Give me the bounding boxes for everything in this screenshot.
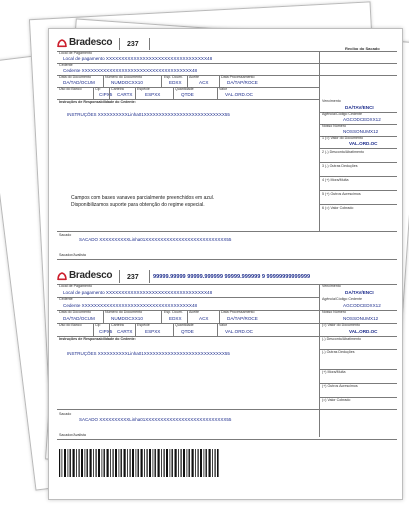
agencia-value: AGCODCEDXX12 (343, 117, 381, 122)
brand-name: Bradesco (69, 37, 113, 48)
aceite-value: ACX (199, 316, 209, 321)
local-pagamento-label: Local de Pagamento (59, 51, 92, 55)
especie-doc-label: Esp. Doum. (164, 75, 183, 79)
valor-documento-label: (=) Valor do Documento (322, 323, 360, 327)
sacador-label: Sacador/Avalista (59, 433, 86, 437)
especie-doc-value: EDXX (169, 80, 182, 85)
divider (149, 38, 150, 50)
bank-code: 237 (127, 41, 139, 48)
numero-documento-label: Número do Documento (105, 75, 143, 79)
divider (319, 176, 397, 177)
divider (57, 63, 397, 64)
uso-banco-label: Uso do Banco (59, 323, 82, 327)
divider (57, 284, 397, 285)
divider (217, 87, 218, 99)
especie-value: ESPXX (145, 329, 161, 334)
quantidade-label: Quantidade (175, 323, 194, 327)
divider (319, 204, 397, 205)
divider (161, 75, 162, 87)
aceite-value: ACX (199, 80, 209, 85)
carteira-label: Carteira (111, 87, 124, 91)
note-line-1: Campos com bases vanaves parcialmente preenchidos em azul. (71, 195, 215, 201)
divider (135, 87, 136, 99)
instructions-label: Instruções de Responsabilidade do Cedente: (59, 337, 136, 341)
cedente-label: Cedente (59, 297, 73, 301)
data-documento-value: DA/TAD/OCUM (63, 80, 95, 85)
uso-banco-label: Uso do Banco (59, 87, 82, 91)
quantidade-value: QTDE (181, 92, 194, 97)
mora-multa-label: (+) Mora/Multa (322, 370, 346, 374)
divider (119, 38, 120, 50)
especie-doc-value: EDXX (169, 316, 182, 321)
valor-label: Valor (219, 87, 228, 91)
divider (119, 270, 120, 283)
vencimento-label: Vencimento (322, 284, 341, 288)
carteira-value: CARTX (117, 92, 133, 97)
nosso-numero-label: Nosso Número (322, 310, 346, 314)
vencimento-value: DA/TAV/ENCI (345, 105, 374, 110)
digitable-line: 99999.99999 99999.999999 99999.999999 9 99999999999999 (153, 274, 311, 280)
divider (103, 310, 104, 323)
divider (93, 87, 94, 99)
divider (161, 310, 162, 323)
divider (57, 409, 397, 410)
divider (319, 190, 397, 191)
instructions-text: INSTRUÇÕES XXXXXXXXXXLinha01XXXXXXXXXXXXXXXXXXXXXXXXXXX55 (67, 112, 230, 117)
data-documento-value: DA/TAD/OCUM (63, 316, 95, 321)
valor-documento-value: VAL.ORD.OC (349, 329, 378, 334)
divider (57, 231, 397, 232)
divider (109, 323, 110, 336)
bradesco-logo-icon (57, 39, 67, 48)
numero-documento-label: Número do Documento (105, 310, 143, 314)
valor-cobrado-label: (=) Valor Cobrado (322, 398, 351, 402)
divider (173, 87, 174, 99)
especie-label: Espécie (137, 87, 150, 91)
divider (109, 87, 110, 99)
divider (217, 323, 218, 336)
carteira-value: CARTX (117, 329, 133, 334)
divider (187, 75, 188, 87)
nosso-numero-value: NOSSONUMX12 (343, 129, 379, 134)
valor-cobrado-label: 6 (=) Valor Cobrado (322, 206, 354, 210)
carteira-label: Carteira (111, 323, 124, 327)
quantidade-label: Quantidade (175, 87, 194, 91)
divider (149, 270, 150, 283)
divider (57, 297, 319, 298)
sacado-value: SACADO XXXXXXXXXXLinha01XXXXXXXXXXXXXXXXXXXXXXXXXXX55 (79, 417, 232, 422)
instructions-label: Instruções de Responsabilidade do Cedente: (59, 100, 136, 104)
valor-value: VAL.ORD.OC (225, 329, 253, 334)
numero-documento-value: NUMDOCXX10 (111, 316, 143, 321)
local-pagamento-value: Local de pagamento XXXXXXXXXXXXXXXXXXXXXXXXXXXXXXXXX48 (63, 290, 213, 295)
note-line-2: Disponibilizamos suporte para obtenção do regime especial. (71, 202, 205, 208)
outras-deducoes-label: 3 (-) Outras Deduções (322, 164, 358, 168)
outros-acrescimos-label: (+) Outros Acrescimos (322, 384, 358, 388)
cedente-label: Cedente (59, 63, 73, 67)
data-processamento-label: Data Processamento (221, 310, 255, 314)
agencia-value: AGCODCEDXX12 (343, 303, 381, 308)
valor-documento-value: VAL.ORD.OC (349, 141, 378, 146)
mora-multa-label: 4 (+) Mora/Multa (322, 178, 349, 182)
cip-value: CIPX5 (99, 92, 113, 97)
boleto-page (48, 28, 403, 500)
vencimento-label: Vencimento (322, 99, 341, 103)
aceite-label: Aceite (189, 310, 199, 314)
divider (219, 75, 220, 87)
data-processamento-value: DA/TAP/ROCE (227, 80, 258, 85)
divider (319, 148, 397, 149)
agencia-label: Agência/Código Cedente (322, 112, 362, 116)
divider (57, 51, 397, 52)
divider (319, 162, 397, 163)
data-processamento-value: DA/TAP/ROCE (227, 316, 258, 321)
outras-deducoes-label: (-) Outras Deduções (322, 350, 355, 354)
barcode (59, 449, 219, 477)
aceite-label: Aceite (189, 75, 199, 79)
quantidade-value: QTDE (181, 329, 194, 334)
cedente-value: Cedente XXXXXXXXXXXXXXXXXXXXXXXXXXXXXXXXXXXX48 (63, 303, 198, 308)
numero-documento-value: NUMDOCXX10 (111, 80, 143, 85)
especie-value: ESPXX (145, 92, 161, 97)
nosso-numero-label: Nosso Número (322, 124, 346, 128)
data-documento-label: Data do Documento (59, 310, 91, 314)
divider (173, 323, 174, 336)
divider (57, 259, 397, 260)
cip-label: Cip (95, 323, 101, 327)
outros-acrescimos-label: 5 (+) Outros Acrescimos (322, 192, 361, 196)
divider (219, 310, 220, 323)
desconto-label: (-) Desconto/Abatimento (322, 337, 361, 341)
brand-name: Bradesco (69, 270, 113, 281)
data-processamento-label: Data Processamento (221, 75, 255, 79)
data-documento-label: Data do Documento (59, 75, 91, 79)
divider (187, 310, 188, 323)
sacado-label: Sacado (59, 412, 72, 416)
sacador-label: Sacador/Avalista (59, 253, 86, 257)
valor-value: VAL.ORD.OC (225, 92, 253, 97)
valor-label: Valor (219, 323, 228, 327)
divider (319, 284, 320, 437)
receipt-title: Recibo do Sacado (345, 46, 380, 51)
cedente-value: Cedente XXXXXXXXXXXXXXXXXXXXXXXXXXXXXXXXXXXX48 (63, 68, 198, 73)
divider (57, 310, 319, 311)
divider (57, 439, 397, 440)
sacado-label: Sacado (59, 233, 72, 237)
divider (135, 323, 136, 336)
divider (103, 75, 104, 87)
agencia-label: Agência/Código Cedente (322, 297, 362, 301)
cip-label: Cip (95, 87, 101, 91)
valor-documento-label: 1 (=) Valor do Documento (322, 136, 363, 140)
desconto-label: 2 (-) Desconto/Abatimento (322, 150, 364, 154)
instructions-text: INSTRUÇÕES XXXXXXXXXXLinha01XXXXXXXXXXXXXXXXXXXXXXXXXXX55 (67, 351, 230, 356)
cip-value: CIPX5 (99, 329, 113, 334)
bank-code: 237 (127, 274, 139, 281)
local-pagamento-value: Local de pagamento XXXXXXXXXXXXXXXXXXXXXXXXXXXXXXXXX48 (63, 56, 213, 61)
sacado-value: SACADO XXXXXXXXXXLinha01XXXXXXXXXXXXXXXXXXXXXXXXXXX55 (79, 237, 232, 242)
nosso-numero-value: NOSSONUMX12 (343, 316, 379, 321)
local-pagamento-label: Local de Pagamento (59, 284, 92, 288)
especie-doc-label: Esp. Doum. (164, 310, 183, 314)
divider (93, 323, 94, 336)
especie-label: Espécie (137, 323, 150, 327)
bradesco-logo-icon (57, 272, 67, 281)
vencimento-value: DA/TAV/ENCI (345, 290, 374, 295)
